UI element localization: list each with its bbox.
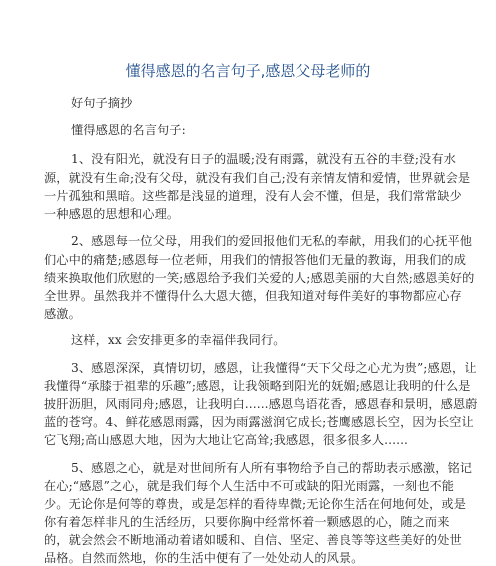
paragraph-5-line: 的，就会然会不断地涌动着诸如暖和、自信、坚定、善良等等这些美好的处世: [44, 533, 462, 547]
subheading: 懂得感恩的名言句子:: [71, 123, 186, 137]
paragraph-3-line: 3、感恩深深，真情切切，感恩，让我懂得“天下父母之心尤为贵”;感恩，让: [71, 361, 477, 375]
paragraph-5-line: 你有着怎样非凡的生活经历，只要你胸中经常怀着一颗感恩的心，随之而来: [44, 515, 450, 529]
paragraph-2-line: 们心中的痛楚;感恩每一位老师，用我们的情报答他们无量的教诲，用我们的成: [44, 253, 466, 267]
paragraph-3-line: 蓝的苍穹。4、鲜花感恩雨露，因为雨露滋润它成长;苍鹰感恩长空，因为长空让: [44, 415, 474, 429]
document-title: 懂得感恩的名言句子,感恩父母老师的: [125, 62, 371, 80]
paragraph-2-line: 2、感恩每一位父母，用我们的爱回报他们无私的奉献，用我们的心抚平他: [71, 234, 473, 248]
paragraph-3-line: 它飞翔;高山感恩大地，因为大地让它高耸;我感恩，很多很多人......: [44, 433, 409, 447]
paragraph-1-line: 一种感恩的思想和心理。: [44, 207, 180, 221]
section-heading: 好句子摘抄: [71, 96, 133, 110]
paragraph-1-line: 一片孤独和黑暗。这些都是浅显的道理，没有人会不懂，但是，我们常常缺少: [44, 189, 462, 203]
paragraph-1-line: 1、没有阳光，就没有日子的温暖;没有雨露，就没有五谷的丰登;没有水: [71, 152, 456, 166]
paragraph-3-line: 我懂得“承膝于祖辈的乐趣”;感恩，让我领略到阳光的妩媚;感恩让我明的什么是: [44, 379, 471, 393]
paragraph-3-line: 披肝沥胆，风雨同舟;感恩，让我明白......感恩鸟语花香，感恩春和景明，感恩蔚: [44, 397, 478, 411]
paragraph-5-line: 5、感恩之心，就是对世间所有人所有事物给予自己的帮助表示感激，铭记: [71, 461, 473, 475]
paragraph-5-line: 少。无论你是何等的尊贵，或是怎样的看待卑微;无论你生活在何地何处，或是: [44, 497, 466, 511]
paragraph-2-line: 绩来换取他们欣慰的一笑;感恩给予我们关爱的人;感恩美丽的大自然;感恩美好的: [44, 271, 475, 285]
paragraph-line: 这样，xx 会安排更多的幸福伴我同行。: [71, 333, 286, 347]
paragraph-2-line: 感激。: [44, 307, 81, 321]
paragraph-5-line: 在心;“感恩”之心，就是我们每个人生活中不可或缺的阳光雨露，一刻也不能: [44, 479, 455, 493]
paragraph-5-line: 品格。自然而然地，你的生活中便有了一处处动人的风景。: [44, 551, 364, 565]
paragraph-2-line: 全世界。虽然我并不懂得什么大恩大德，但我知道对每件美好的事物都应心存: [44, 289, 462, 303]
paragraph-1-line: 源，就没有生命;没有父母，就没有我们自己;没有亲情友情和爱情，世界就会是: [44, 171, 471, 185]
